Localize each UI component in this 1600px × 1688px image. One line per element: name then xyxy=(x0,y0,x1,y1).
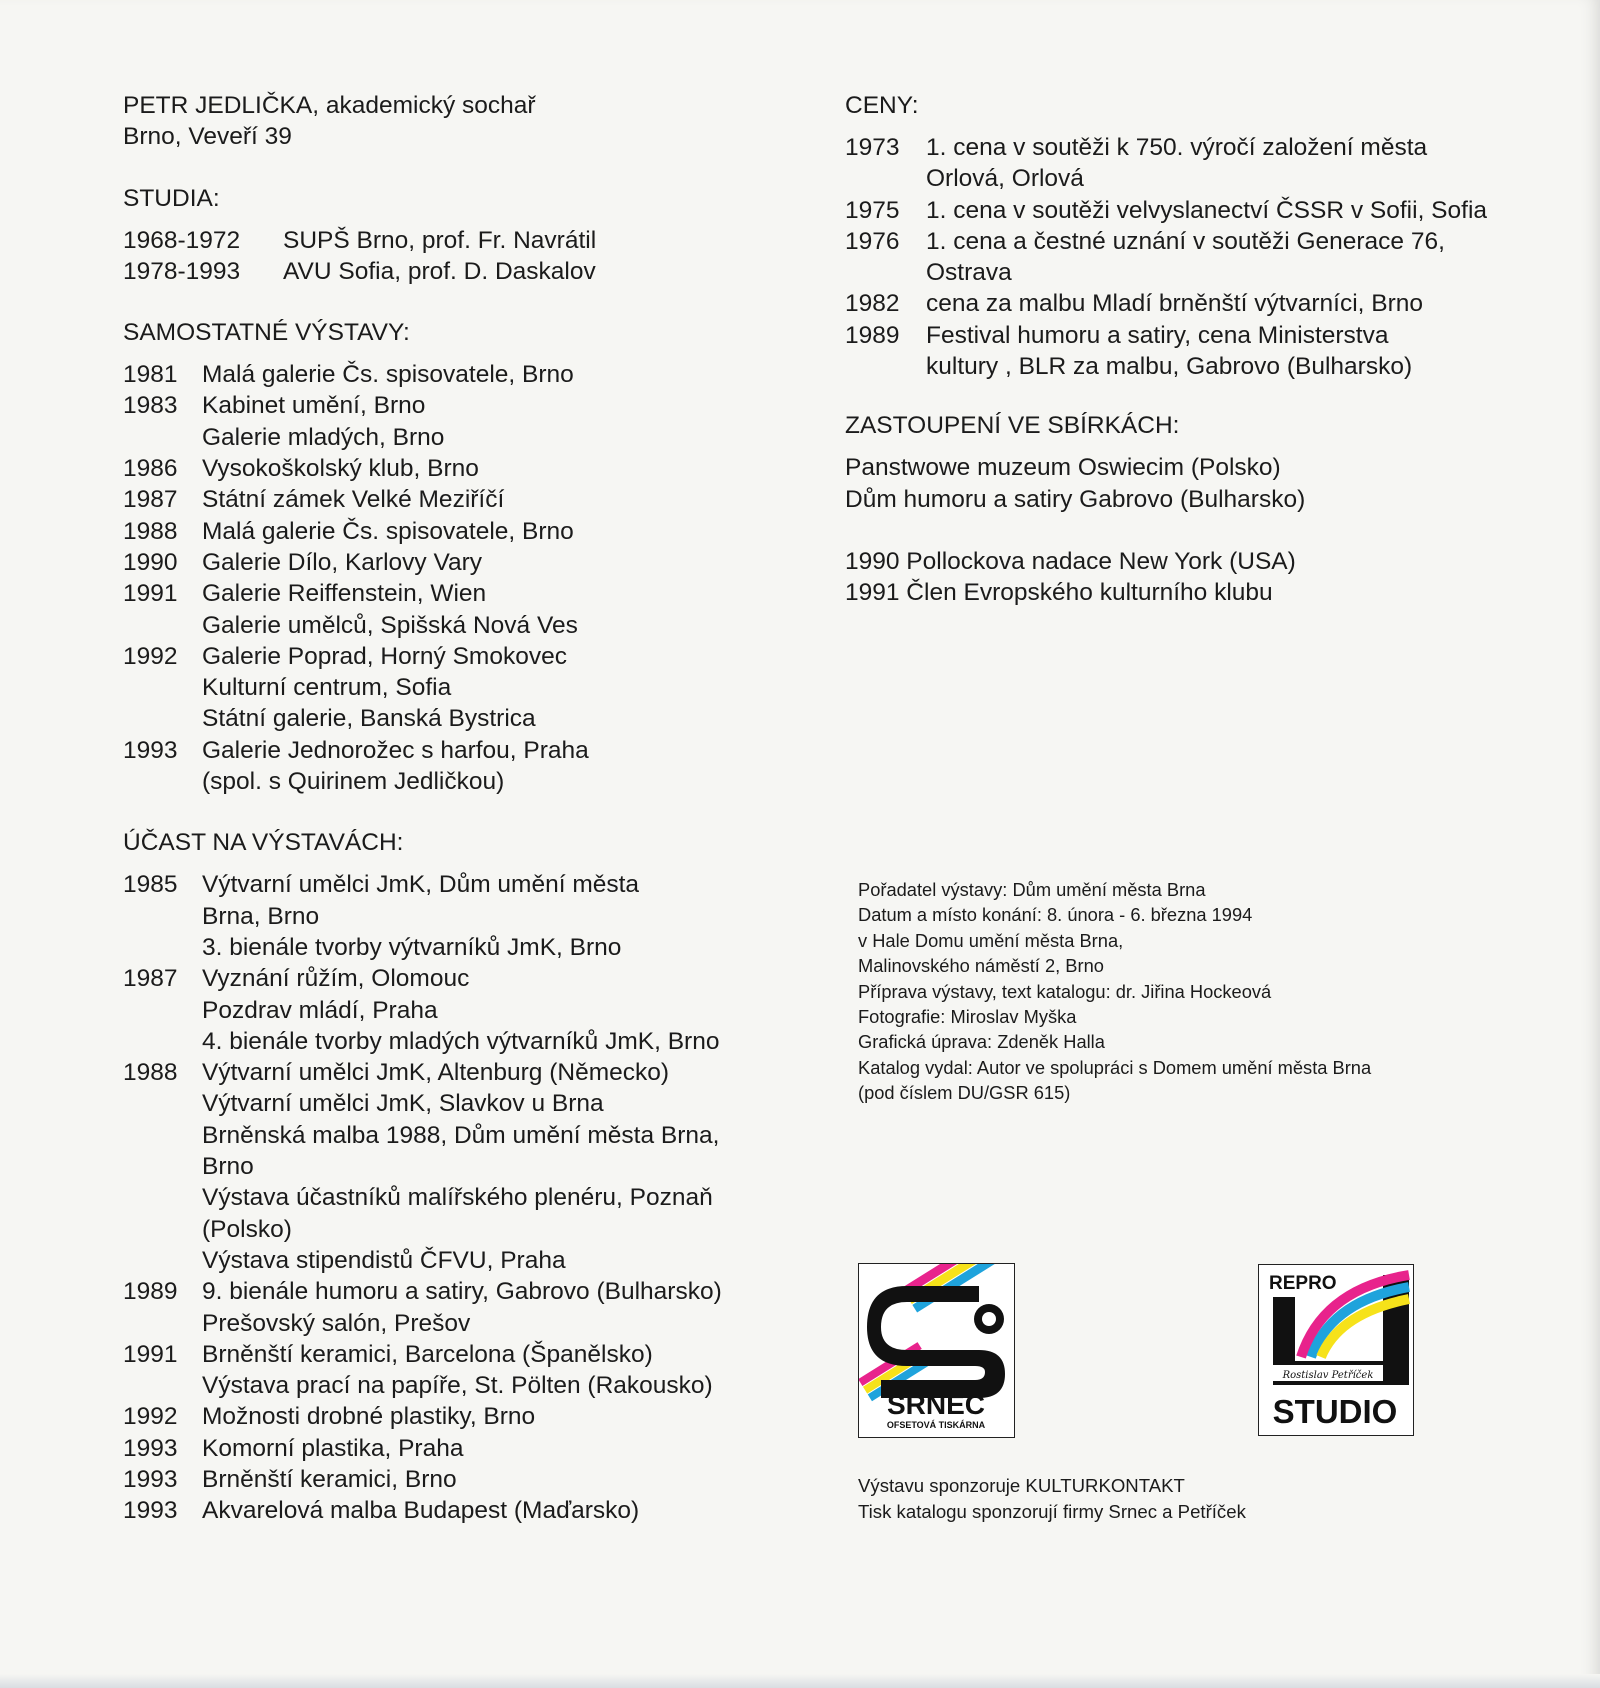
extra-note: 1991 Člen Evropského kulturního klubu xyxy=(845,579,1273,607)
group-exhibition-text: Vyznání růžím, Olomouc xyxy=(202,965,470,993)
award-item xyxy=(845,320,1525,383)
repro-emblem xyxy=(1259,1265,1412,1434)
group-exhibition-text: 9. bienále humoru a satiry, Gabrovo (Bulharsko) xyxy=(202,1278,722,1306)
group-exhibition-year: 1993 xyxy=(123,1465,178,1493)
credit-line: Datum a místo konání: 8. února - 6. března 1994 xyxy=(858,904,1253,926)
exhibition-year: 1986 xyxy=(123,455,178,483)
group-exhibition-text: Komorní plastika, Praha xyxy=(202,1434,464,1462)
group-exhibition-text: Akvarelová malba Budapest (Maďarsko) xyxy=(202,1497,640,1525)
credit-line: Malinovského náměstí 2, Brno xyxy=(858,955,1104,977)
artist-name: PETR JEDLIČKA, akademický sochař xyxy=(123,92,536,119)
exhibition-year xyxy=(123,610,202,641)
repro-bottom: STUDIO xyxy=(1272,1393,1398,1430)
extra-note: 1990 Pollockova nadace New York (USA) xyxy=(845,547,1296,575)
group-exhibition-text: 4. bienále tvorby mladých výtvarníků JmK, Brno xyxy=(202,1027,720,1055)
group-exhibition-year xyxy=(123,995,202,1026)
repro-signature: Rostislav Petříček xyxy=(1282,1370,1374,1381)
studia-text: AVU Sofia, prof. D. Daskalov xyxy=(283,257,596,285)
group-exhibition-year: 1993 xyxy=(123,1497,178,1525)
group-exhibition-item xyxy=(123,1182,763,1245)
exhibition-year xyxy=(123,703,202,734)
exhibition-item xyxy=(123,484,763,515)
group-exhibition-text: 3. bienále tvorby výtvarníků JmK, Brno xyxy=(202,933,622,961)
credit-line: Katalog vydal: Autor ve spolupráci s Domem umění města Brna xyxy=(858,1056,1372,1078)
award-year: 1982 xyxy=(845,290,900,318)
credit-line: Příprava výstavy, text katalogu: dr. Jiřina Hockeová xyxy=(858,980,1272,1002)
exhibition-item xyxy=(123,453,763,484)
exhibition-item xyxy=(123,672,763,703)
award-text: cena za malbu Mladí brněnští výtvarníci, Brno xyxy=(926,290,1424,318)
group-exhibition-text: Výstava stipendistů ČFVU, Praha xyxy=(202,1246,566,1274)
exhibition-item xyxy=(123,578,763,609)
group-exhibition-year xyxy=(123,1120,202,1183)
group-exhibition-year: 1992 xyxy=(123,1403,178,1431)
exhibition-text: Galerie Dílo, Karlovy Vary xyxy=(202,548,483,576)
exhibition-text: Galerie Reiffenstein, Wien xyxy=(202,580,487,608)
group-exhibition-year xyxy=(123,1245,202,1276)
repro-studio-logo xyxy=(1258,1264,1414,1436)
group-exhibition-item xyxy=(123,1370,763,1401)
exhibition-text: Galerie umělců, Spišská Nová Ves xyxy=(202,611,578,639)
group-exhibition-text: Výstava účastníků malířského plenéru, Poznaň (Polsko) xyxy=(202,1184,713,1243)
award-text: Festival humoru a satiry, cena Ministerstva kultury , BLR za malbu, Gabrovo (Bulharsko) xyxy=(926,321,1413,381)
exhibition-item xyxy=(123,422,763,453)
award-item xyxy=(845,226,1525,289)
credit-line: Pořadatel výstavy: Dům umění města Brna xyxy=(858,879,1206,900)
group-exhibition-item xyxy=(123,1026,763,1057)
exhibition-item xyxy=(123,390,763,421)
exhibition-year: 1981 xyxy=(123,361,178,389)
group-exhibition-year: 1988 xyxy=(123,1059,178,1087)
credit-line: Fotografie: Miroslav Myška xyxy=(858,1006,1077,1028)
exhibition-year: 1990 xyxy=(123,548,178,576)
exhibition-item xyxy=(123,610,763,641)
artist-address: Brno, Veveří 39 xyxy=(123,123,292,151)
group-exhibition-item xyxy=(123,1057,763,1088)
group-exhibition-year xyxy=(123,932,202,963)
group-exhibition-text: Výtvarní umělci JmK, Dům umění města Brna, Brno xyxy=(202,871,640,930)
group-exhibition-item xyxy=(123,1433,763,1464)
award-year: 1973 xyxy=(845,134,900,161)
exhibition-text: Státní galerie, Banská Bystrica xyxy=(202,705,536,733)
exhibition-text: Vysokoškolský klub, Brno xyxy=(202,455,479,483)
group-exhibition-text: Výstava prací na papíře, St. Pölten (Rakousko) xyxy=(202,1372,713,1400)
group-exhibition-text: Pozdrav mládí, Praha xyxy=(202,996,438,1024)
right-column xyxy=(845,90,1525,609)
studia-item xyxy=(123,225,763,256)
group-exhibition-item xyxy=(123,1401,763,1432)
collection-item: Panstwowe muzeum Oswiecim (Polsko) xyxy=(845,454,1281,482)
group-exhibition-year xyxy=(123,1308,202,1339)
group-exhibition-item xyxy=(123,1308,763,1339)
group-exhibition-item xyxy=(123,995,763,1026)
group-exhibition-item xyxy=(123,1339,763,1370)
award-item xyxy=(845,195,1525,226)
srnec-emblem xyxy=(859,1264,1013,1436)
group-exhibition-item xyxy=(123,1088,763,1119)
samostatne-heading: SAMOSTATNÉ VÝSTAVY: xyxy=(123,319,410,347)
group-exhibition-item xyxy=(123,932,763,963)
credit-line: v Hale Domu umění města Brna, xyxy=(858,929,1124,951)
group-exhibition-text: Brněnská malba 1988, Dům umění města Brna, Brno xyxy=(202,1121,720,1181)
srnec-sub: OFSETOVÁ TISKÁRNA xyxy=(886,1420,986,1430)
group-exhibition-year: 1989 xyxy=(123,1278,178,1306)
group-exhibition-item xyxy=(123,1464,763,1495)
group-exhibition-year: 1987 xyxy=(123,965,178,993)
studia-list xyxy=(123,225,763,288)
group-exhibition-text: Výtvarní umělci JmK, Altenburg (Německo) xyxy=(202,1059,670,1087)
exhibition-year: 1992 xyxy=(123,642,178,670)
credit-line: Grafická úprava: Zdeněk Halla xyxy=(858,1031,1105,1053)
group-exhibition-year: 1993 xyxy=(123,1434,178,1462)
studia-item xyxy=(123,256,763,287)
exhibition-item xyxy=(123,359,763,390)
award-year: 1976 xyxy=(845,227,900,255)
group-exhibition-year: 1985 xyxy=(123,871,178,899)
samostatne-list xyxy=(123,359,763,797)
exhibition-item xyxy=(123,547,763,578)
award-text: 1. cena v soutěži k 750. výročí založení města Orlová, Orlová xyxy=(926,134,1428,193)
award-item xyxy=(845,132,1525,195)
exhibition-text: Státní zámek Velké Meziříčí xyxy=(202,486,505,514)
exhibition-year: 1988 xyxy=(123,517,178,545)
award-year: 1975 xyxy=(845,196,900,224)
exhibition-year xyxy=(123,422,202,453)
group-exhibition-text: Výtvarní umělci JmK, Slavkov u Brna xyxy=(202,1090,604,1118)
exhibition-text: Galerie mladých, Brno xyxy=(202,423,445,451)
group-exhibition-text: Brněnští keramici, Barcelona (Španělsko) xyxy=(202,1340,653,1368)
group-exhibition-item xyxy=(123,963,763,994)
group-exhibition-item xyxy=(123,1495,763,1526)
group-exhibition-text: Prešovský salón, Prešov xyxy=(202,1309,471,1337)
studia-text: SUPŠ Brno, prof. Fr. Navrátil xyxy=(283,226,597,254)
collection-item: Dům humoru a satiry Gabrovo (Bulharsko) xyxy=(845,485,1306,513)
award-text: 1. cena v soutěži velvyslanectví ČSSR v Sofii, Sofia xyxy=(926,196,1488,224)
exhibition-text: Malá galerie Čs. spisovatele, Brno xyxy=(202,361,574,389)
exhibition-year: 1993 xyxy=(123,736,178,764)
studia-years: 1978-1993 xyxy=(123,257,241,285)
group-exhibition-year xyxy=(123,1088,202,1119)
group-exhibition-year xyxy=(123,1026,202,1057)
credit-line: (pod číslem DU/GSR 615) xyxy=(858,1082,1071,1104)
group-exhibition-year: 1991 xyxy=(123,1340,178,1368)
award-item xyxy=(845,288,1525,319)
exhibition-text: Kulturní centrum, Sofia xyxy=(202,674,452,702)
group-exhibition-text: Možnosti drobné plastiky, Brno xyxy=(202,1403,536,1431)
award-text: 1. cena a čestné uznání v soutěži Generace 76, Ostrava xyxy=(926,227,1445,287)
zastoupeni-heading: ZASTOUPENÍ VE SBÍRKÁCH: xyxy=(845,412,1180,440)
exhibition-item xyxy=(123,766,763,797)
award-year: 1989 xyxy=(845,321,900,349)
exhibition-year: 1991 xyxy=(123,580,178,608)
exhibition-item xyxy=(123,703,763,734)
studia-years: 1968-1972 xyxy=(123,226,241,254)
ceny-heading: CENY: xyxy=(845,92,919,119)
exhibition-item xyxy=(123,516,763,547)
srnec-name: SRNEC xyxy=(886,1389,986,1420)
repro-top: REPRO xyxy=(1269,1273,1337,1294)
exhibition-year xyxy=(123,672,202,703)
exhibition-item xyxy=(123,641,763,672)
studia-heading: STUDIA: xyxy=(123,184,220,212)
group-exhibition-item xyxy=(123,1120,763,1183)
exhibition-year: 1987 xyxy=(123,486,178,514)
group-exhibition-item xyxy=(123,1276,763,1307)
ucast-heading: ÚČAST NA VÝSTAVÁCH: xyxy=(123,829,404,857)
group-exhibition-text: Brněnští keramici, Brno xyxy=(202,1465,457,1493)
group-exhibition-item xyxy=(123,869,763,932)
group-exhibition-item xyxy=(123,1245,763,1276)
exhibition-year: 1983 xyxy=(123,392,178,420)
exhibition-text: Galerie Jednorožec s harfou, Praha xyxy=(202,736,589,764)
sponsor-line: Tisk katalogu sponzorují firmy Srnec a Petříček xyxy=(858,1500,1246,1522)
catalog-credits xyxy=(858,877,1498,1106)
sponsors-note xyxy=(858,1473,1498,1524)
group-exhibition-year xyxy=(123,1370,202,1401)
ceny-list xyxy=(845,132,1525,382)
left-column xyxy=(123,90,763,1527)
exhibition-text: Galerie Poprad, Horný Smokovec xyxy=(202,642,567,670)
exhibition-text: Malá galerie Čs. spisovatele, Brno xyxy=(202,517,574,545)
exhibition-text: Kabinet umění, Brno xyxy=(202,392,426,420)
sponsor-line: Výstavu sponzoruje KULTURKONTAKT xyxy=(858,1475,1185,1496)
exhibition-item xyxy=(123,735,763,766)
group-exhibition-year xyxy=(123,1182,202,1245)
exhibition-year xyxy=(123,766,202,797)
exhibition-text: (spol. s Quirinem Jedličkou) xyxy=(202,768,505,796)
srnec-logo xyxy=(858,1263,1015,1438)
ucast-list xyxy=(123,869,763,1526)
s-shape xyxy=(867,1286,1005,1398)
